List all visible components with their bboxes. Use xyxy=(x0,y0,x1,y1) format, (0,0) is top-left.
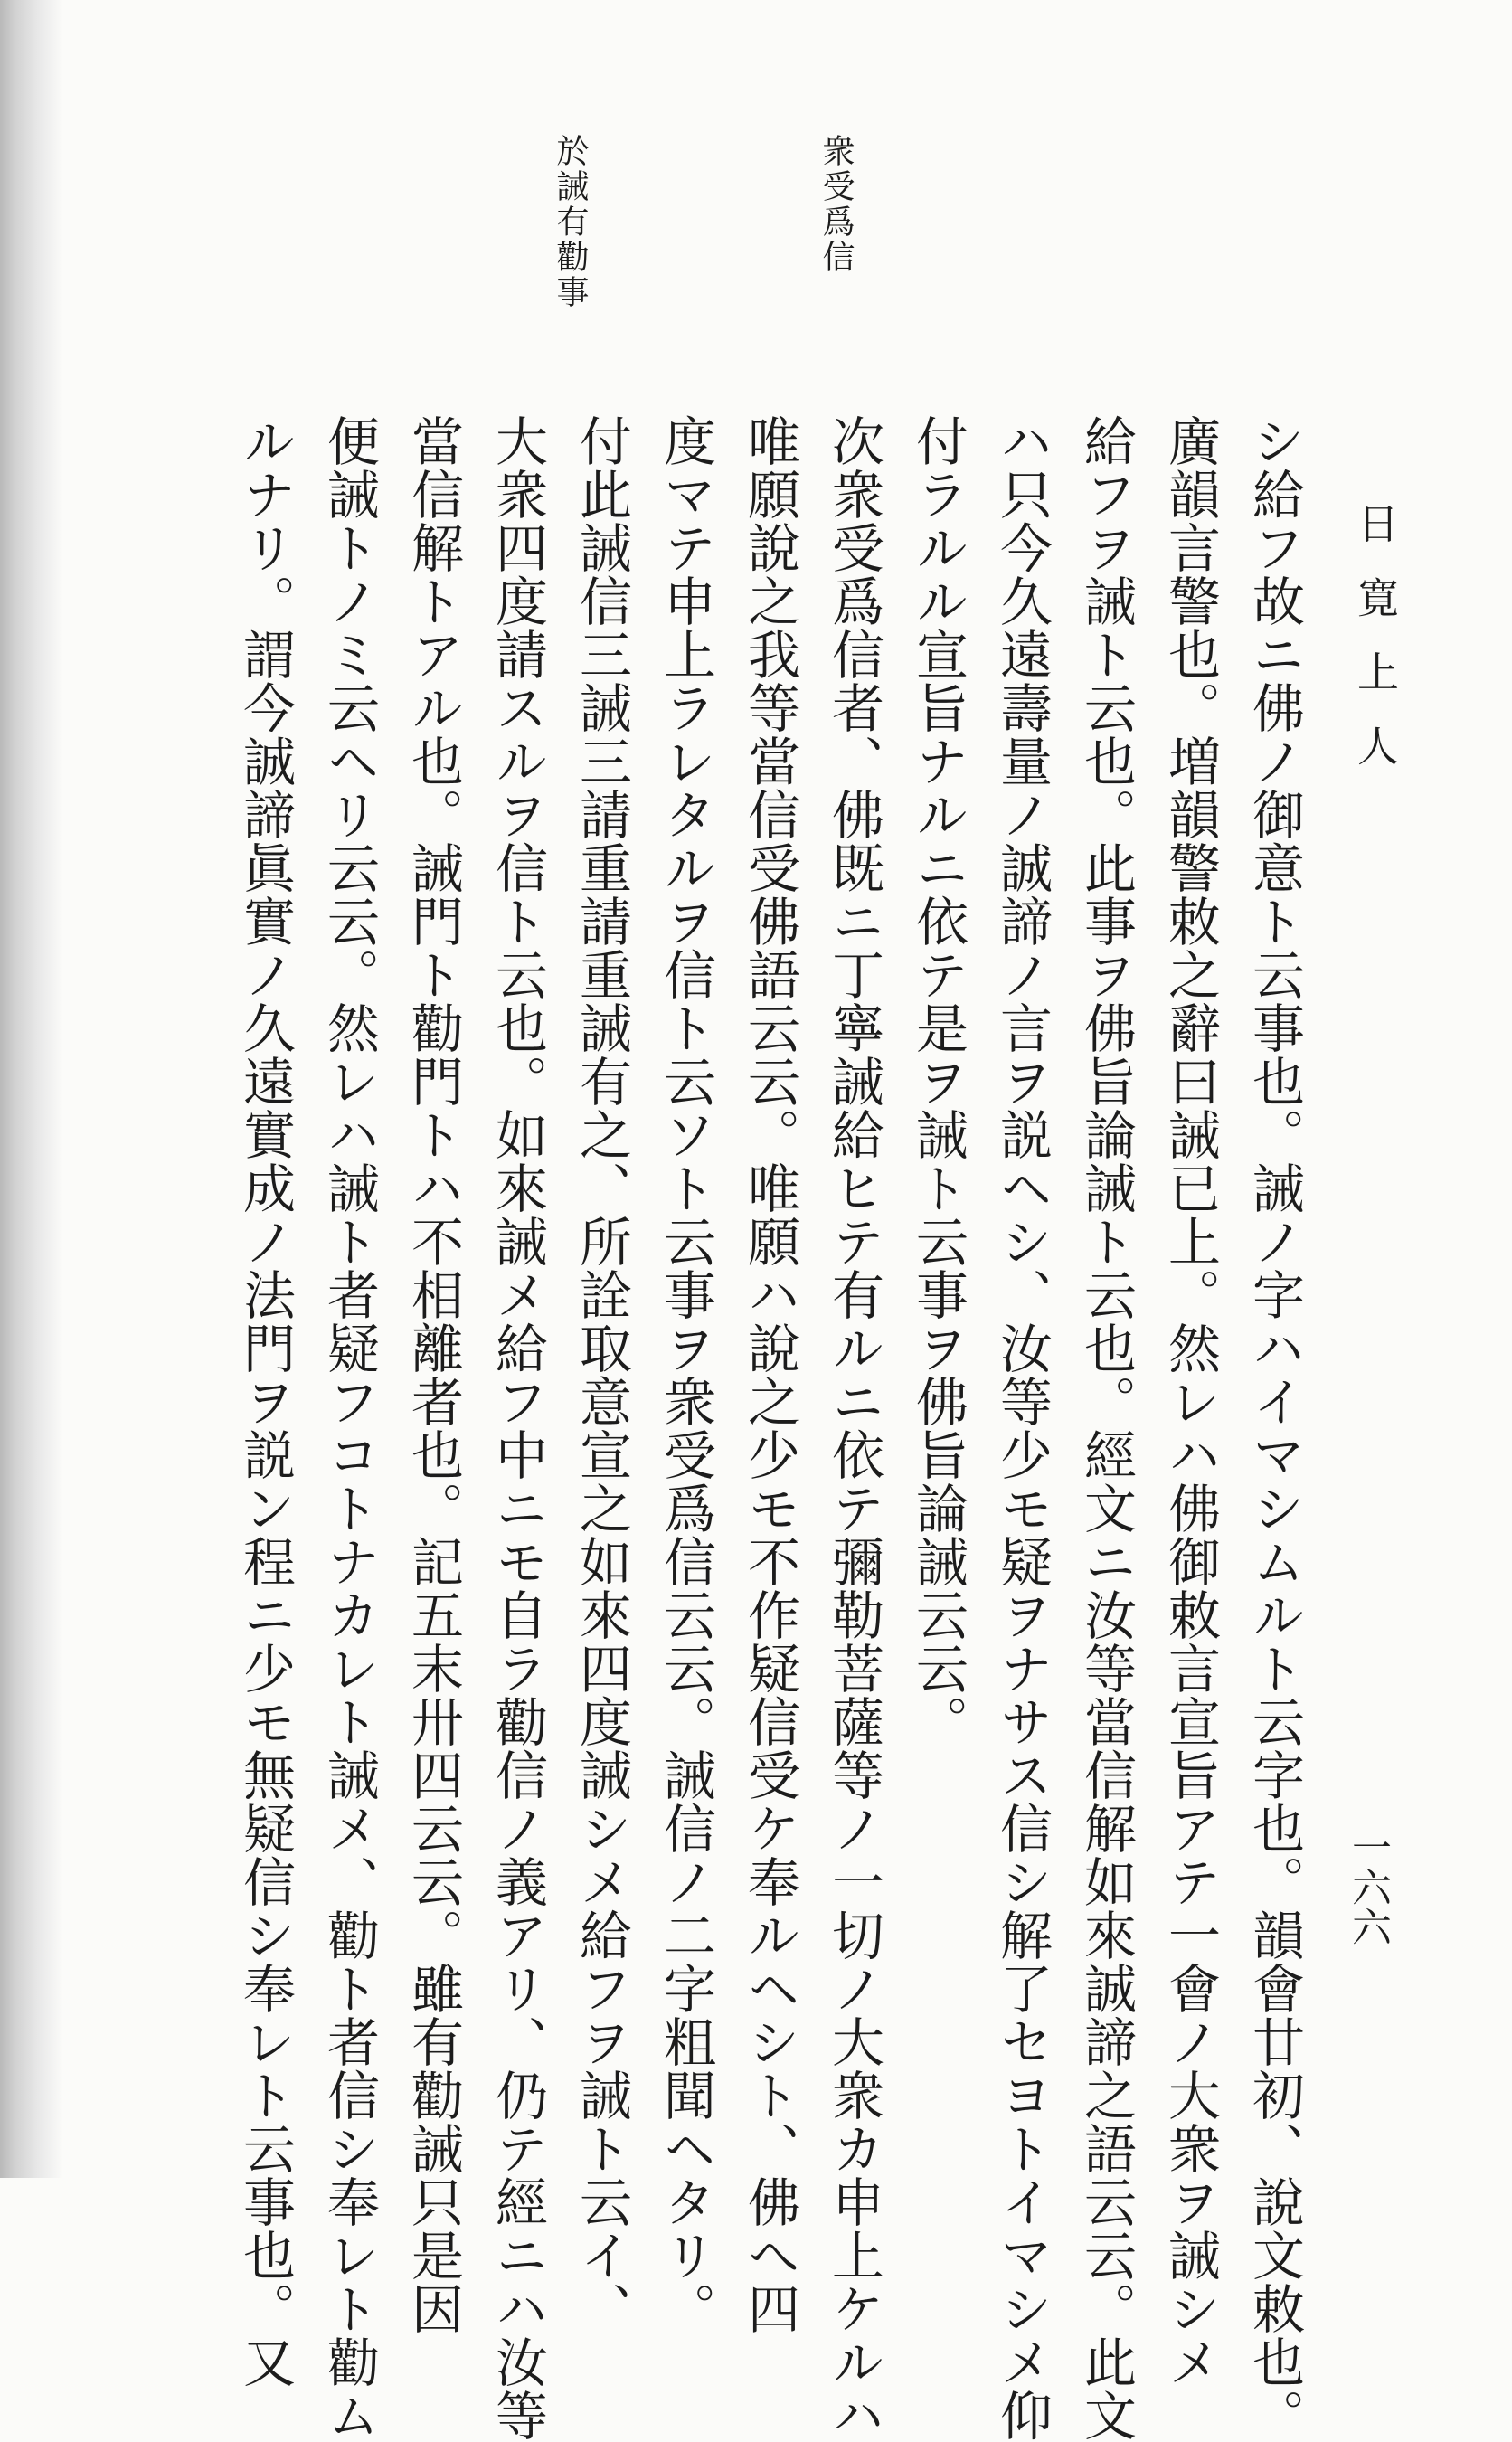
text-line-3: 給フヲ誡ト云也。此事ヲ佛旨論誡ト云也。經文ニ汝等當信解如來誠諦之語云云。此文 xyxy=(1075,414,1137,2442)
text-line-11: 當信解トアル也。誡門ト勸門トハ不相離者也。記五末卅四云云。雖有勸誡只是因 xyxy=(402,414,464,2335)
text-line-12: 便誡トノミ云ヘリ云云。然レハ誡ト者疑フコトナカレト誡メ、勸ト者信シ奉レト勸ム xyxy=(318,414,380,2442)
margin-note-1: 衆受爲信 xyxy=(817,134,855,275)
margin-note-2: 於誡有勸事 xyxy=(552,134,589,310)
text-line-13: ルナリ。謂今誠諦眞實ノ久遠實成ノ法門ヲ説ン程ニ少モ無疑信シ奉レト云事也。又 xyxy=(234,414,296,2389)
text-line-9: 付此誡信三誡三請重請重誡有之、所詮取意宣之如來四度誡シメ給フヲ誡ト云イ、 xyxy=(571,414,632,2335)
scan-binding-shadow xyxy=(0,0,63,2178)
text-line-1: シ給フ故ニ佛ノ御意ト云事也。誡ノ字ハイマシムルト云字也。韻會廿初、說文敕也。 xyxy=(1243,414,1305,2442)
text-line-8: 度マテ申上ラレタルヲ信ト云ソト云事ヲ衆受爲信云云。誡信ノ二字粗聞ヘタリ。 xyxy=(655,414,716,2335)
text-line-7: 唯願說之我等當信受佛語云云。唯願ハ說之少モ不作疑信受ケ奉ルヘシト、佛へ四 xyxy=(739,414,800,2335)
text-line-10: 大衆四度請スルヲ信ト云也。如來誡メ給フ中ニモ自ラ勸信ノ義アリ、仍テ經ニハ汝等 xyxy=(487,414,548,2442)
text-line-4: ハ只今久遠壽量ノ誠諦ノ言ヲ説ヘシ、汝等少モ疑ヲナサス信シ解了セヨトイマシメ仰 xyxy=(991,414,1053,2442)
page-number: 一六六 xyxy=(1345,1827,1391,1946)
text-line-5: 付ラルル宣旨ナルニ依テ是ヲ誡ト云事ヲ佛旨論誡云云。 xyxy=(907,414,969,1748)
text-line-6: 次衆受爲信者、佛既ニ丁寧誡給ヒテ有ルニ依テ彌勒菩薩等ノ一切ノ大衆カ申上ケルハ xyxy=(823,414,884,2442)
text-line-2: 廣韻言警也。増韻警敕之辭曰誡已上。然レハ佛御敕言宣旨アテ一會ノ大衆ヲ誡シメ xyxy=(1159,414,1221,2389)
running-head: 日寛上人 xyxy=(1351,502,1400,799)
